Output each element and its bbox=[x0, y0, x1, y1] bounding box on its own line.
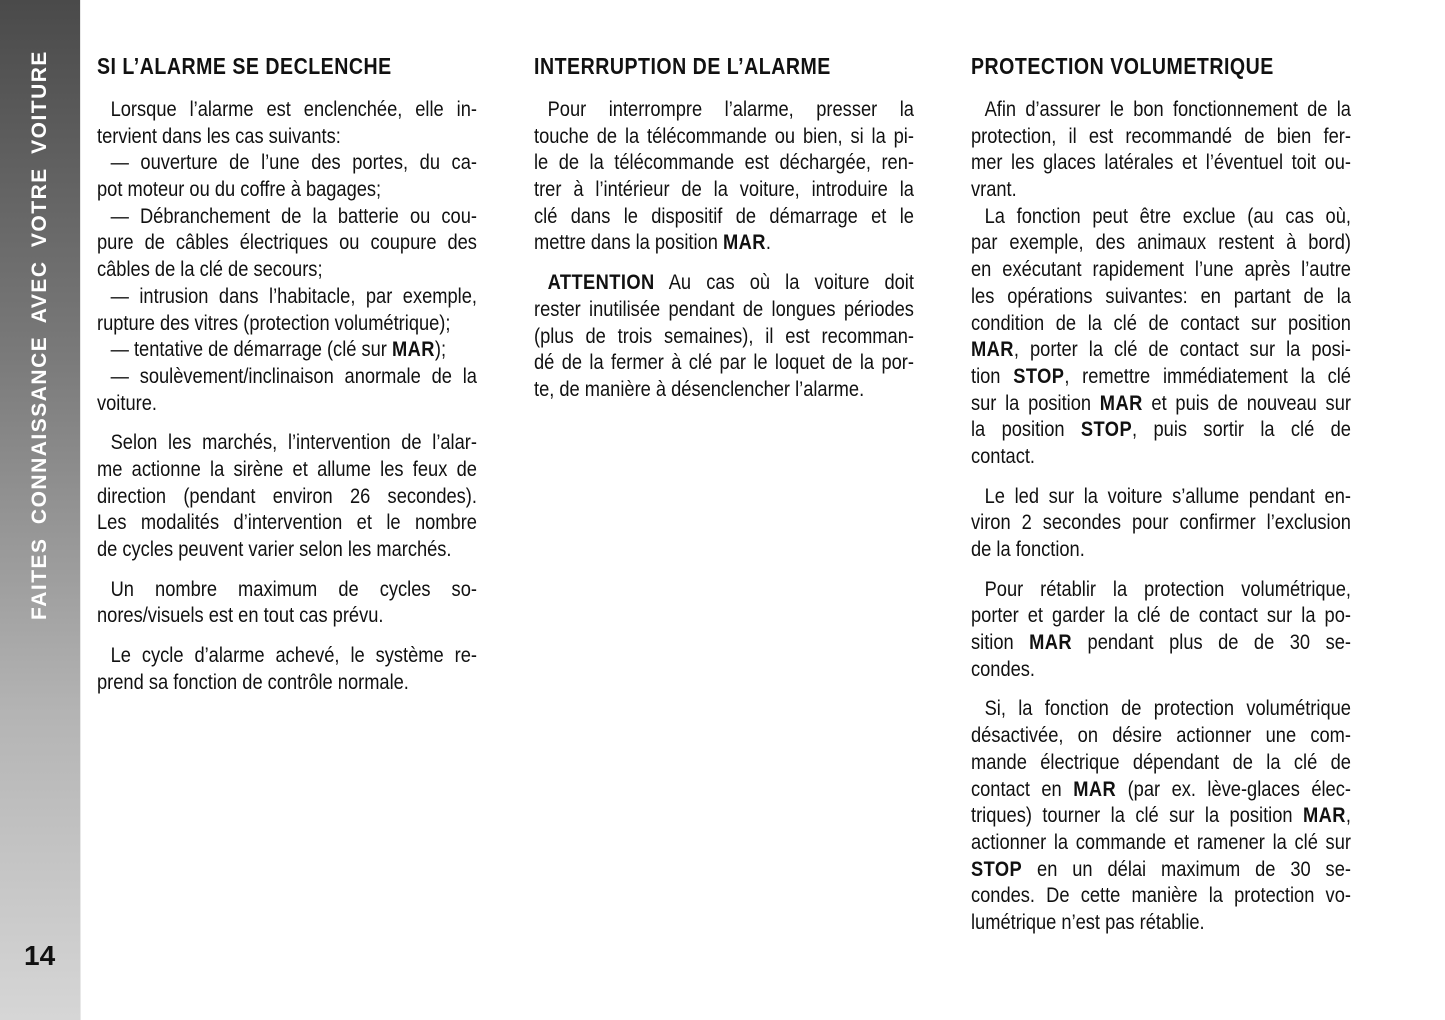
text-line: Un nombre maximum de cycles so- bbox=[110, 576, 477, 601]
text-line: lumétrique n’est pas rétablie. bbox=[971, 909, 1205, 934]
text-segment: sition bbox=[971, 630, 1030, 655]
bold-keyword: STOP bbox=[1013, 363, 1065, 388]
text-line: trer à l’intérieur de la voiture, introduire la bbox=[534, 177, 914, 202]
section-body bbox=[971, 96, 1351, 936]
text-line: pot moteur ou du coffre à bagages; bbox=[97, 177, 382, 202]
bold-keyword: MAR bbox=[1029, 630, 1073, 655]
text-line: Pour interrompre l’alarme, presser la bbox=[547, 97, 914, 121]
section-heading: INTERRUPTION DE L’ALARME bbox=[534, 53, 831, 79]
text-line: le de la télécommande est déchargée, ren- bbox=[534, 150, 914, 175]
text-line bbox=[971, 802, 1351, 829]
text-line: désactivée, on désire actionner une com- bbox=[971, 723, 1351, 748]
text-line: — intrusion dans l’habitacle, par exemple, bbox=[110, 283, 477, 308]
text-line: câbles de la clé de secours; bbox=[97, 257, 323, 282]
text-line bbox=[971, 776, 1351, 803]
text-segment: et puis de nouveau sur bbox=[1142, 390, 1351, 415]
paragraph-group bbox=[971, 483, 1351, 563]
text-line: actionner la commande et ramener la clé sur bbox=[971, 829, 1351, 854]
text-line: de cycles peuvent varier selon les marchés. bbox=[97, 537, 452, 561]
text-segment: la position bbox=[971, 417, 1081, 442]
text-segment: . bbox=[765, 230, 771, 255]
text-line: pure de câbles électriques ou coupure des bbox=[97, 230, 477, 255]
text-line: direction (pendant environ 26 secondes). bbox=[97, 483, 477, 508]
text-line: condition de la clé de contact sur position bbox=[971, 310, 1351, 335]
text-line: mer les glaces latérales et l’éventuel toit ou- bbox=[971, 150, 1351, 175]
text-segment: contact en bbox=[971, 776, 1074, 801]
text-line: Le cycle d’alarme achevé, le système re- bbox=[110, 643, 477, 668]
column-alarm-interruption bbox=[534, 50, 914, 416]
bold-keyword: MAR bbox=[1302, 803, 1346, 828]
paragraph-group bbox=[97, 429, 477, 562]
text-segment: , porter la clé de contact sur la posi- bbox=[1013, 337, 1351, 362]
paragraph-group bbox=[97, 642, 477, 695]
paragraph bbox=[971, 576, 1351, 683]
text-line bbox=[971, 390, 1351, 417]
text-line: de la fonction. bbox=[971, 537, 1085, 561]
text-line: (plus de trois semaines), il est recomman- bbox=[534, 323, 914, 348]
text-line: touche de la télécommande ou bien, si la pi- bbox=[534, 123, 914, 148]
text-line: les opérations suivantes: en partant de la bbox=[971, 283, 1351, 308]
text-line: — ouverture de l’une des portes, du ca- bbox=[110, 150, 477, 175]
text-segment: tion bbox=[971, 363, 1014, 388]
bold-keyword: MAR bbox=[391, 337, 435, 362]
paragraph-group bbox=[971, 695, 1351, 935]
chapter-title: FAITES CONNAISSANCE AVEC VOTRE VOITURE bbox=[28, 50, 51, 620]
text-line: condes. De cette manière la protection vo- bbox=[971, 883, 1351, 908]
text-line bbox=[97, 336, 477, 363]
text-line: Si, la fonction de protection volumétrique bbox=[984, 696, 1351, 721]
text-segment: (par ex. lève-glaces élec- bbox=[1116, 776, 1351, 801]
paragraph-group bbox=[97, 96, 477, 416]
section-heading: PROTECTION VOLUMETRIQUE bbox=[971, 53, 1274, 79]
text-line bbox=[971, 363, 1351, 390]
text-line: me actionne la sirène et allume les feux de bbox=[97, 456, 477, 481]
paragraph bbox=[97, 96, 477, 149]
section-body bbox=[97, 96, 477, 695]
bold-keyword: STOP bbox=[1080, 417, 1133, 442]
text-line: — soulèvement/inclinaison anormale de la bbox=[110, 363, 477, 388]
paragraph bbox=[971, 203, 1351, 470]
bold-keyword: MAR bbox=[1073, 776, 1117, 801]
text-segment: , bbox=[1345, 803, 1351, 828]
text-line: contact. bbox=[971, 443, 1036, 468]
paragraph bbox=[534, 269, 914, 402]
text-line: rester inutilisée pendant de longues périodes bbox=[534, 296, 914, 321]
bold-keyword: MAR bbox=[1099, 390, 1143, 415]
text-segment: sur la position bbox=[971, 390, 1100, 415]
text-line bbox=[971, 629, 1351, 656]
section-body bbox=[534, 96, 914, 403]
text-line: en exécutant rapidement l’une après l’autre bbox=[971, 257, 1351, 282]
paragraph bbox=[971, 483, 1351, 563]
paragraph bbox=[97, 336, 477, 363]
section-heading: SI L’ALARME SE DECLENCHE bbox=[97, 53, 392, 79]
text-segment: triques) tourner la clé sur la position bbox=[971, 803, 1303, 828]
text-segment: en un délai maximum de 30 se- bbox=[1022, 856, 1351, 881]
text-segment: ); bbox=[434, 337, 447, 362]
bold-keyword: ATTENTION bbox=[547, 270, 655, 295]
paragraph bbox=[97, 149, 477, 202]
text-segment: mettre dans la position bbox=[534, 230, 723, 255]
text-line: — Débranchement de la batterie ou cou- bbox=[110, 203, 477, 228]
paragraph bbox=[97, 363, 477, 416]
text-line: par exemple, des animaux restent à bord) bbox=[971, 230, 1351, 255]
column-volumetric-protection bbox=[971, 50, 1351, 949]
text-line: viron 2 secondes pour confirmer l’exclusion bbox=[971, 510, 1351, 535]
text-line: Selon les marchés, l’intervention de l’alar- bbox=[110, 430, 477, 455]
text-line bbox=[534, 229, 914, 256]
text-line bbox=[971, 336, 1351, 363]
paragraph bbox=[97, 203, 477, 283]
paragraph-group bbox=[534, 96, 914, 256]
chapter-sidebar bbox=[0, 0, 81, 1020]
text-line: Lorsque l’alarme est enclenchée, elle in- bbox=[110, 97, 477, 121]
bold-keyword: MAR bbox=[971, 337, 1014, 362]
text-line bbox=[534, 269, 914, 296]
paragraph bbox=[97, 642, 477, 695]
paragraph bbox=[97, 283, 477, 336]
text-line: nores/visuels est en tout cas prévu. bbox=[97, 603, 384, 628]
paragraph-group bbox=[971, 576, 1351, 683]
text-line: Le led sur la voiture s’allume pendant en- bbox=[984, 483, 1351, 508]
text-segment: — tentative de démarrage (clé sur bbox=[110, 337, 392, 362]
text-line: te, de manière à désenclencher l’alarme. bbox=[534, 376, 865, 401]
text-line bbox=[971, 856, 1351, 883]
text-line: mande électrique dépendant de la clé de bbox=[971, 749, 1351, 774]
text-line: porter et garder la clé de contact sur la po- bbox=[971, 603, 1351, 628]
text-segment: , remettre immédiatement la clé bbox=[1064, 363, 1351, 388]
text-line: condes. bbox=[971, 656, 1036, 681]
text-line: clé dans le dispositif de démarrage et le bbox=[534, 203, 914, 228]
paragraph bbox=[971, 96, 1351, 203]
text-line: rupture des vitres (protection volumétrique); bbox=[97, 310, 451, 335]
bold-keyword: MAR bbox=[722, 230, 766, 255]
paragraph bbox=[97, 429, 477, 562]
paragraph-group bbox=[971, 96, 1351, 470]
page-number: 14 bbox=[24, 940, 56, 971]
paragraph bbox=[534, 96, 914, 256]
text-line: Pour rétablir la protection volumétrique, bbox=[984, 576, 1351, 601]
paragraph-group bbox=[97, 576, 477, 629]
text-segment: , puis sortir la clé de bbox=[1132, 417, 1351, 442]
column-alarm-trigger bbox=[97, 50, 477, 708]
text-line bbox=[971, 416, 1351, 443]
paragraph bbox=[971, 695, 1351, 935]
bold-keyword: STOP bbox=[971, 856, 1023, 881]
text-line: La fonction peut être exclue (au cas où, bbox=[984, 203, 1351, 228]
text-segment: Au cas où la voiture doit bbox=[654, 270, 914, 295]
text-line: prend sa fonction de contrôle normale. bbox=[97, 669, 409, 694]
text-line: voiture. bbox=[97, 390, 157, 415]
text-line: Afin d’assurer le bon fonctionnement de la bbox=[984, 97, 1351, 121]
text-segment: pendant plus de de 30 se- bbox=[1072, 630, 1351, 655]
text-line: protection, il est recommandé de bien fer- bbox=[971, 123, 1351, 148]
paragraph-group bbox=[534, 269, 914, 402]
paragraph bbox=[97, 576, 477, 629]
text-line: Les modalités d’intervention et le nombre bbox=[97, 510, 477, 535]
text-line: dé de la fermer à clé par le loquet de la por- bbox=[534, 350, 914, 375]
text-line: tervient dans les cas suivants: bbox=[97, 123, 341, 148]
text-line: vrant. bbox=[971, 177, 1017, 202]
